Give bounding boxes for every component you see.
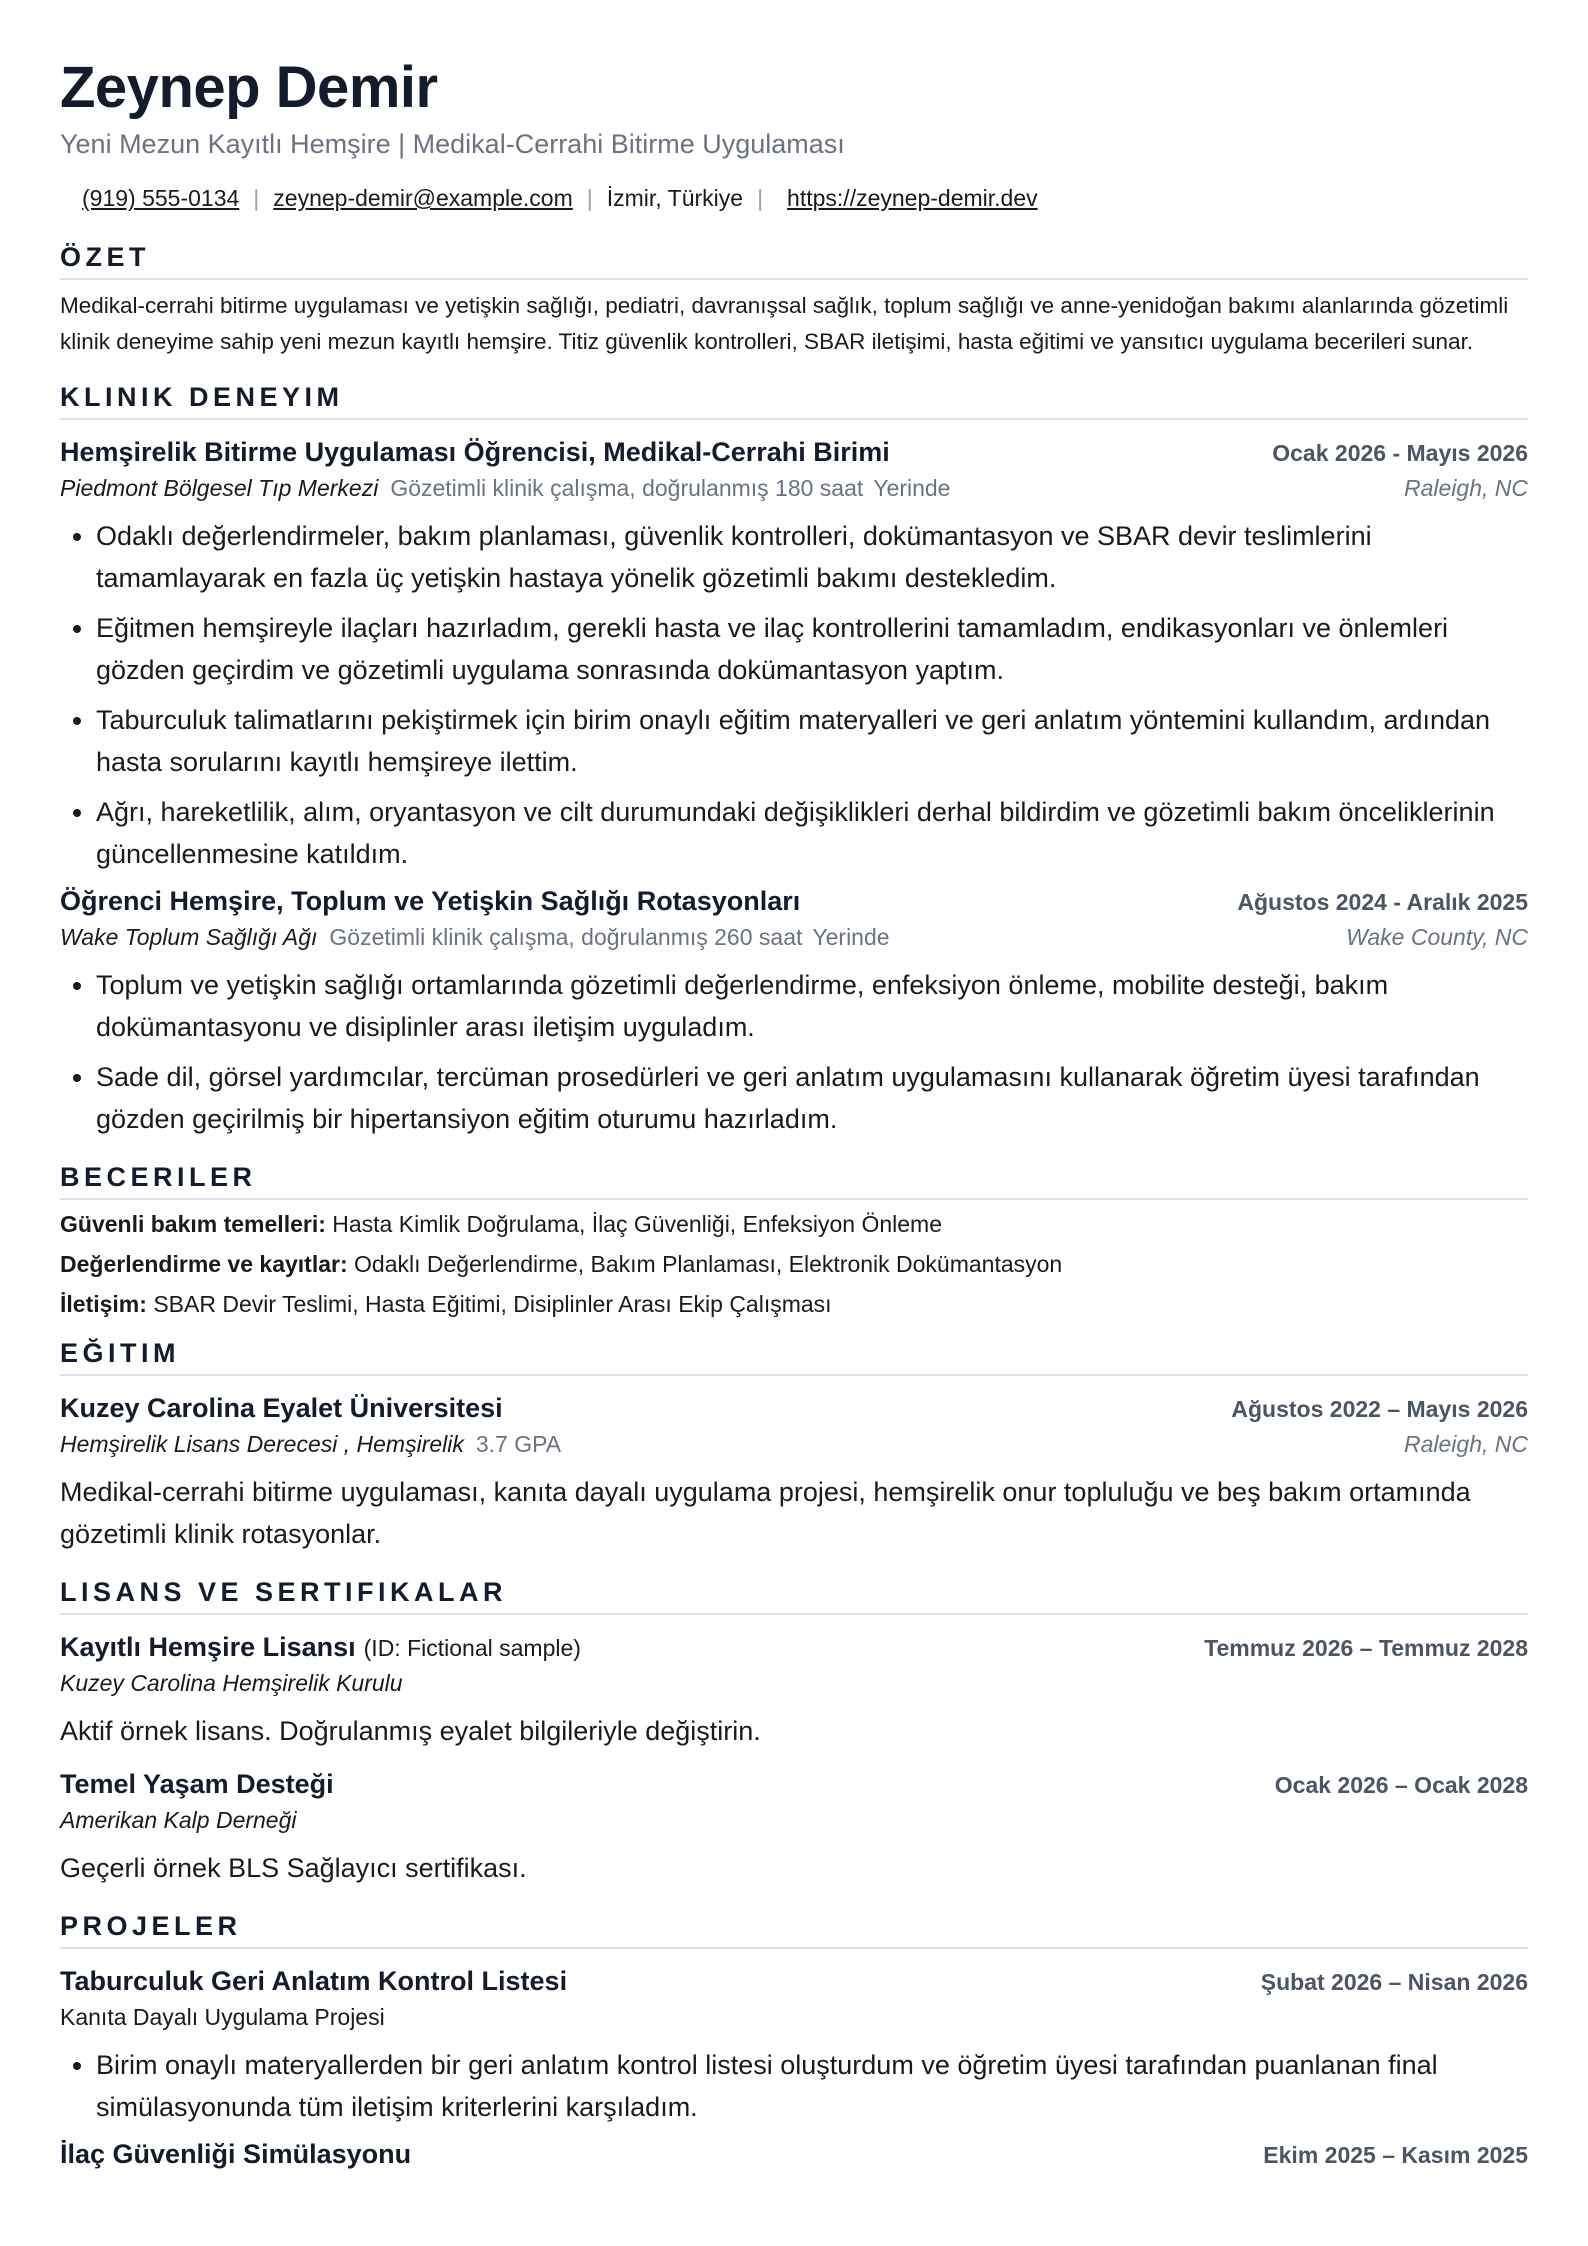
list-item: • Toplum ve yetişkin sağlığı ortamlarında gözetimli değerlendirme, enfeksiyon önleme, mobilite desteği, bakım dokümantasyonu ve disiplinler arası iletişim uyguladım.: [96, 964, 1528, 1048]
license-name: Kayıtlı Hemşire Lisansı: [60, 1632, 356, 1662]
license-note: Aktif örnek lisans. Doğrulanmış eyalet bilgileriyle değiştirin.: [60, 1716, 761, 1746]
license-id: (ID: Fictional sample): [363, 1635, 581, 1661]
list-item: • Ağrı, hareketlilik, alım, oryantasyon ve cilt durumundaki değişiklikleri derhal bildirdim ve gözetimli bakım önceliklerinin güncellenmesine katıldım.: [96, 791, 1528, 875]
license-issuer: Amerikan Kalp Derneği: [60, 1807, 297, 1833]
list-item: • Eğitmen hemşireyle ilaçları hazırladım, gerekli hasta ve ilaç kontrollerini tamamladım, endikasyonları ve önlemleri gözden geçirdim ve gözetimli uygulama sonrasında dokümantasyon yaptım.: [96, 607, 1528, 691]
education-location: Raleigh, NC: [1404, 1431, 1528, 1457]
project-dates: Ekim 2025 – Kasım 2025: [1263, 2142, 1528, 2168]
education-description: Medikal-cerrahi bitirme uygulaması, kanıta dayalı uygulama projesi, hemşirelik onur topluluğu ve beş bakım ortamında gözetimli klinik rotasyonlar.: [60, 1477, 1471, 1549]
education-dates: Ağustos 2022 – Mayıs 2026: [1231, 1396, 1528, 1422]
license-entry: [60, 1629, 1528, 1752]
skill-label: Değerlendirme ve kayıtlar:: [60, 1251, 348, 1277]
license-note: Geçerli örnek BLS Sağlayıcı sertifikası.: [60, 1853, 527, 1883]
work-mode: Yerinde: [873, 475, 951, 501]
project-entry: [60, 2136, 1528, 2173]
job-meta: Gözetimli klinik çalışma, doğrulanmış 260 saat: [329, 924, 803, 950]
section-title-summary: ÖZET: [60, 240, 1528, 280]
project-entry: [60, 1963, 1528, 2128]
employer: Wake Toplum Sağlığı Ağı: [60, 924, 318, 950]
section-title-licenses: LISANS VE SERTIFIKALAR: [60, 1575, 1528, 1615]
section-title-experience: KLINIK DENEYIM: [60, 380, 1528, 420]
project-dates: Şubat 2026 – Nisan 2026: [1260, 1969, 1528, 1995]
skills-list: [60, 1204, 1528, 1324]
license-dates: Ocak 2026 – Ocak 2028: [1274, 1772, 1528, 1798]
list-item: • Sade dil, görsel yardımcılar, tercüman prosedürleri ve geri anlatım uygulamasını kullanarak öğretim üyesi tarafından gözden geçirilmiş bir hipertansiyon eğitim oturumu hazırladım.: [96, 1056, 1528, 1140]
section-title-education: EĞITIM: [60, 1336, 1528, 1376]
employer: Piedmont Bölgesel Tıp Merkezi: [60, 475, 379, 501]
job-meta: Gözetimli klinik çalışma, doğrulanmış 180 saat: [390, 475, 864, 501]
location-text: İzmir, Türkiye: [606, 185, 744, 211]
candidate-name: Zeynep Demir: [60, 55, 438, 120]
job-title: Öğrenci Hemşire, Toplum ve Yetişkin Sağlığı Rotasyonları: [60, 886, 801, 916]
education-entry: [60, 1390, 1528, 1555]
separator: |: [586, 185, 593, 211]
headline: Yeni Mezun Kayıtlı Hemşire | Medikal-Cerrahi Bitirme Uygulaması: [60, 129, 845, 159]
experience-entry: [60, 434, 1528, 875]
job-dates: Ocak 2026 - Mayıs 2026: [1272, 440, 1528, 466]
project-name: İlaç Güvenliği Simülasyonu: [60, 2139, 412, 2169]
gpa: 3.7 GPA: [475, 1431, 562, 1457]
list-item: • Odaklı değerlendirmeler, bakım planlaması, güvenlik kontrolleri, dokümantasyon ve SBAR devir teslimlerini tamamlayarak en fazla üç yetişkin hastaya yönelik gözetimli bakımı destekledim.: [96, 515, 1528, 599]
job-bullets: [60, 515, 1528, 875]
phone-link[interactable]: (919) 555-0134: [82, 185, 240, 211]
skill-value: SBAR Devir Teslimi, Hasta Eğitimi, Disiplinler Arası Ekip Çalışması: [153, 1291, 832, 1317]
website-link[interactable]: https://zeynep-demir.dev: [787, 185, 1038, 211]
skill-row: [60, 1204, 1528, 1244]
separator: |: [253, 185, 260, 211]
section-title-skills: BECERILER: [60, 1160, 1528, 1200]
list-item: • Birim onaylı materyallerden bir geri anlatım kontrol listesi oluşturdum ve öğretim üyesi tarafından puanlanan final simülasyonunda tüm iletişim kriterlerini karşıladım.: [96, 2044, 1528, 2128]
job-title: Hemşirelik Bitirme Uygulaması Öğrencisi, Medikal-Cerrahi Birimi: [60, 437, 890, 467]
email-link[interactable]: zeynep-demir@example.com: [273, 185, 573, 211]
skill-label: Güvenli bakım temelleri:: [60, 1211, 326, 1237]
separator: |: [757, 185, 764, 211]
degree: Hemşirelik Lisans Derecesi , Hemşirelik: [60, 1431, 464, 1457]
skill-row: [60, 1284, 1528, 1324]
work-mode: Yerinde: [812, 924, 890, 950]
section-title-projects: PROJELER: [60, 1909, 1528, 1949]
skill-row: [60, 1244, 1528, 1284]
project-bullets: [60, 2044, 1528, 2128]
skill-value: Odaklı Değerlendirme, Bakım Planlaması, Elektronik Dokümantasyon: [354, 1251, 1063, 1277]
job-location: Wake County, NC: [1346, 924, 1528, 950]
license-name: Temel Yaşam Desteği: [60, 1769, 334, 1799]
list-item: • Taburculuk talimatlarını pekiştirmek için birim onaylı eğitim materyalleri ve geri anlatım yöntemini kullandım, ardından hasta sorularını kayıtlı hemşireye ilettim.: [96, 699, 1528, 783]
license-issuer: Kuzey Carolina Hemşirelik Kurulu: [60, 1670, 403, 1696]
project-subtitle: Kanıta Dayalı Uygulama Projesi: [60, 2004, 385, 2030]
job-dates: Ağustos 2024 - Aralık 2025: [1237, 889, 1528, 915]
contact-line: [60, 182, 1528, 214]
summary-text: Medikal-cerrahi bitirme uygulaması ve yetişkin sağlığı, pediatri, davranışsal sağlık, toplum sağlığı ve anne-yenidoğan bakımı alanlarında gözetimli klinik deneyime sahip yeni mezun kayıtlı hemşire. Titiz güvenlik kontrolleri, SBAR iletişimi, hasta eğitimi ve yansıtıcı uygulama becerileri sunar.: [60, 293, 1509, 354]
job-location: Raleigh, NC: [1404, 475, 1528, 501]
school-name: Kuzey Carolina Eyalet Üniversitesi: [60, 1393, 503, 1423]
license-entry: [60, 1766, 1528, 1889]
experience-entry: [60, 883, 1528, 1140]
job-bullets: [60, 964, 1528, 1140]
skill-value: Hasta Kimlik Doğrulama, İlaç Güvenliği, Enfeksiyon Önleme: [332, 1211, 943, 1237]
license-dates: Temmuz 2026 – Temmuz 2028: [1204, 1635, 1528, 1661]
skill-label: İletişim:: [60, 1291, 147, 1317]
project-name: Taburculuk Geri Anlatım Kontrol Listesi: [60, 1966, 568, 1996]
